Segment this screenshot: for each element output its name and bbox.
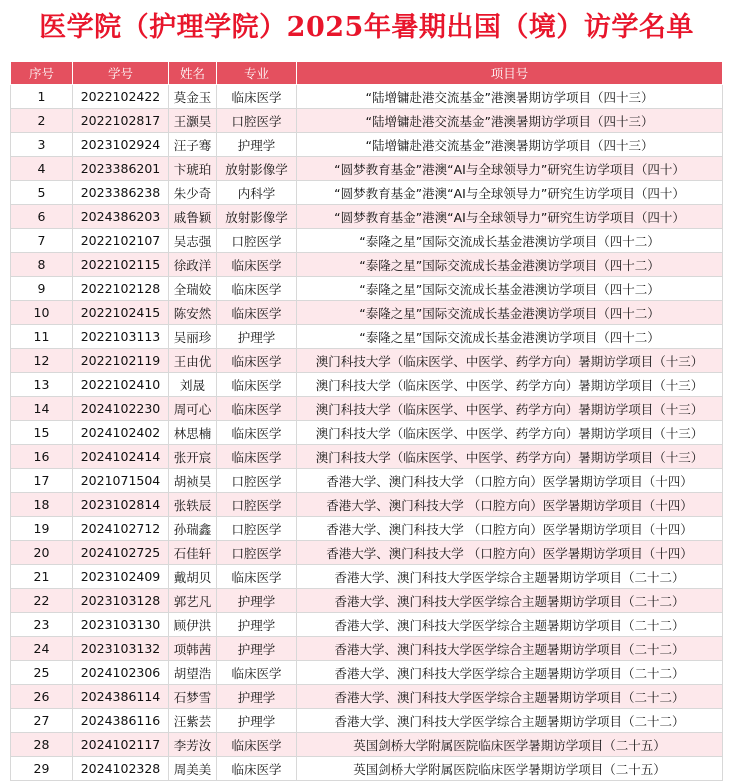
table-row [11,277,723,301]
cell-name: 吴丽珍 [169,325,217,349]
cell-major: 临床医学 [217,85,297,109]
cell-student-id: 2024102230 [73,397,169,421]
cell-major: 临床医学 [217,397,297,421]
cell-number: 22 [11,589,73,613]
cell-student-id: 2021071504 [73,469,169,493]
cell-major: 临床医学 [217,445,297,469]
cell-student-id: 2023102409 [73,565,169,589]
cell-name: 卞琥珀 [169,157,217,181]
table-row [11,157,723,181]
cell-major: 口腔医学 [217,109,297,133]
table-row [11,709,723,733]
cell-name: 顾伊洪 [169,613,217,637]
column-header-project: 项目号 [297,62,723,85]
column-header-major: 专业 [217,62,297,85]
cell-student-id: 2024102402 [73,421,169,445]
cell-student-id: 2024386114 [73,685,169,709]
cell-name: 汪紫芸 [169,709,217,733]
cell-name: 张轶辰 [169,493,217,517]
cell-major: 临床医学 [217,733,297,757]
cell-number: 2 [11,109,73,133]
cell-student-id: 2023103130 [73,613,169,637]
column-header-number: 序号 [11,62,73,85]
cell-project: 澳门科技大学（临床医学、中医学、药学方向）暑期访学项目（十三） [297,373,723,397]
table-row [11,325,723,349]
cell-project: “泰隆之星”国际交流成长基金港澳访学项目（四十二） [297,229,723,253]
cell-name: 周美美 [169,757,217,781]
cell-major: 内科学 [217,181,297,205]
cell-number: 26 [11,685,73,709]
cell-number: 10 [11,301,73,325]
cell-student-id: 2022102415 [73,301,169,325]
cell-student-id: 2024102328 [73,757,169,781]
cell-project: “泰隆之星”国际交流成长基金港澳访学项目（四十二） [297,325,723,349]
table-row [11,301,723,325]
cell-project: “陆增镛赴港交流基金”港澳暑期访学项目（四十三） [297,133,723,157]
cell-number: 18 [11,493,73,517]
cell-number: 20 [11,541,73,565]
cell-major: 临床医学 [217,277,297,301]
cell-number: 17 [11,469,73,493]
table-row [11,349,723,373]
cell-number: 25 [11,661,73,685]
table-row [11,757,723,781]
cell-number: 12 [11,349,73,373]
cell-major: 放射影像学 [217,205,297,229]
cell-name: 莫金玉 [169,85,217,109]
cell-name: 刘晟 [169,373,217,397]
cell-student-id: 2023386238 [73,181,169,205]
cell-project: “圆梦教育基金”港澳“AI与全球领导力”研究生访学项目（四十） [297,157,723,181]
cell-project: 香港大学、澳门科技大学医学综合主题暑期访学项目（二十二） [297,637,723,661]
cell-major: 护理学 [217,325,297,349]
cell-project: 香港大学、澳门科技大学 （口腔方向）医学暑期访学项目（十四） [297,517,723,541]
cell-major: 临床医学 [217,661,297,685]
table-row [11,421,723,445]
cell-student-id: 2022102119 [73,349,169,373]
cell-major: 临床医学 [217,253,297,277]
cell-number: 23 [11,613,73,637]
cell-student-id: 2022102115 [73,253,169,277]
cell-major: 口腔医学 [217,229,297,253]
cell-project: 香港大学、澳门科技大学 （口腔方向）医学暑期访学项目（十四） [297,469,723,493]
cell-number: 11 [11,325,73,349]
cell-name: 王灏昊 [169,109,217,133]
cell-number: 8 [11,253,73,277]
cell-number: 5 [11,181,73,205]
cell-number: 29 [11,757,73,781]
cell-project: “泰隆之星”国际交流成长基金港澳访学项目（四十二） [297,277,723,301]
cell-student-id: 2022102422 [73,85,169,109]
cell-name: 王由优 [169,349,217,373]
table-row [11,565,723,589]
cell-major: 临床医学 [217,301,297,325]
table-row [11,685,723,709]
table-row [11,109,723,133]
table-row [11,205,723,229]
cell-major: 临床医学 [217,565,297,589]
cell-project: 香港大学、澳门科技大学医学综合主题暑期访学项目（二十二） [297,661,723,685]
cell-project: 香港大学、澳门科技大学医学综合主题暑期访学项目（二十二） [297,565,723,589]
cell-name: 张开宸 [169,445,217,469]
cell-student-id: 2022102817 [73,109,169,133]
cell-student-id: 2022103113 [73,325,169,349]
table-row [11,661,723,685]
cell-student-id: 2024102414 [73,445,169,469]
cell-major: 放射影像学 [217,157,297,181]
cell-name: 孙瑞鑫 [169,517,217,541]
table-row [11,589,723,613]
cell-number: 14 [11,397,73,421]
cell-name: 石梦雪 [169,685,217,709]
table-row [11,469,723,493]
cell-major: 临床医学 [217,349,297,373]
table-row [11,229,723,253]
column-header-name: 姓名 [169,62,217,85]
cell-major: 临床医学 [217,421,297,445]
cell-number: 9 [11,277,73,301]
cell-name: 胡祯昊 [169,469,217,493]
cell-student-id: 2024386116 [73,709,169,733]
table-row [11,733,723,757]
cell-name: 朱少奇 [169,181,217,205]
cell-number: 21 [11,565,73,589]
cell-name: 石佳轩 [169,541,217,565]
cell-project: “泰隆之星”国际交流成长基金港澳访学项目（四十二） [297,253,723,277]
cell-name: 项韩茜 [169,637,217,661]
cell-project: “泰隆之星”国际交流成长基金港澳访学项目（四十二） [297,301,723,325]
cell-project: 香港大学、澳门科技大学医学综合主题暑期访学项目（二十二） [297,613,723,637]
table-row [11,493,723,517]
cell-project: 香港大学、澳门科技大学医学综合主题暑期访学项目（二十二） [297,709,723,733]
roster-table [10,61,723,781]
cell-major: 护理学 [217,685,297,709]
cell-name: 李芳汝 [169,733,217,757]
cell-number: 7 [11,229,73,253]
cell-project: “陆增镛赴港交流基金”港澳暑期访学项目（四十三） [297,85,723,109]
cell-project: 香港大学、澳门科技大学 （口腔方向）医学暑期访学项目（十四） [297,541,723,565]
cell-name: 汪子骞 [169,133,217,157]
table-row [11,181,723,205]
cell-number: 6 [11,205,73,229]
cell-project: 英国剑桥大学附属医院临床医学暑期访学项目（二十五） [297,757,723,781]
cell-name: 全瑞姣 [169,277,217,301]
cell-project: 香港大学、澳门科技大学医学综合主题暑期访学项目（二十二） [297,589,723,613]
cell-project: 澳门科技大学（临床医学、中医学、药学方向）暑期访学项目（十三） [297,397,723,421]
cell-student-id: 2023102924 [73,133,169,157]
cell-name: 戴胡贝 [169,565,217,589]
cell-number: 3 [11,133,73,157]
table-row [11,397,723,421]
cell-major: 护理学 [217,613,297,637]
cell-student-id: 2022102410 [73,373,169,397]
page-title: 医学院（护理学院）2025年暑期出国（境）访学名单 [39,12,694,43]
cell-student-id: 2023103128 [73,589,169,613]
cell-major: 临床医学 [217,373,297,397]
cell-project: 澳门科技大学（临床医学、中医学、药学方向）暑期访学项目（十三） [297,349,723,373]
cell-name: 周可心 [169,397,217,421]
cell-number: 1 [11,85,73,109]
cell-major: 护理学 [217,133,297,157]
cell-student-id: 2024102117 [73,733,169,757]
cell-student-id: 2022102128 [73,277,169,301]
cell-number: 24 [11,637,73,661]
cell-project: 澳门科技大学（临床医学、中医学、药学方向）暑期访学项目（十三） [297,445,723,469]
table-body [11,85,723,781]
cell-major: 口腔医学 [217,541,297,565]
table-row [11,253,723,277]
cell-major: 护理学 [217,637,297,661]
table-row [11,637,723,661]
cell-major: 口腔医学 [217,517,297,541]
cell-student-id: 2024386203 [73,205,169,229]
cell-name: 陈安然 [169,301,217,325]
cell-student-id: 2024102306 [73,661,169,685]
table-row [11,133,723,157]
cell-student-id: 2024102725 [73,541,169,565]
cell-name: 林思楠 [169,421,217,445]
cell-major: 护理学 [217,709,297,733]
cell-student-id: 2024102712 [73,517,169,541]
cell-major: 口腔医学 [217,469,297,493]
cell-student-id: 2022102107 [73,229,169,253]
cell-student-id: 2023103132 [73,637,169,661]
cell-name: 徐政洋 [169,253,217,277]
table-row [11,85,723,109]
cell-number: 28 [11,733,73,757]
cell-number: 19 [11,517,73,541]
table-header-row [11,62,723,85]
cell-name: 吴志强 [169,229,217,253]
cell-major: 口腔医学 [217,493,297,517]
cell-number: 13 [11,373,73,397]
cell-major: 护理学 [217,589,297,613]
cell-major: 临床医学 [217,757,297,781]
cell-number: 27 [11,709,73,733]
cell-project: “圆梦教育基金”港澳“AI与全球领导力”研究生访学项目（四十） [297,181,723,205]
cell-name: 郭艺凡 [169,589,217,613]
table-row [11,541,723,565]
cell-project: 英国剑桥大学附属医院临床医学暑期访学项目（二十五） [297,733,723,757]
cell-student-id: 2023386201 [73,157,169,181]
column-header-student-id: 学号 [73,62,169,85]
cell-number: 15 [11,421,73,445]
cell-name: 胡望浩 [169,661,217,685]
cell-project: “圆梦教育基金”港澳“AI与全球领导力”研究生访学项目（四十） [297,205,723,229]
cell-project: 香港大学、澳门科技大学 （口腔方向）医学暑期访学项目（十四） [297,493,723,517]
table-row [11,373,723,397]
cell-project: 澳门科技大学（临床医学、中医学、药学方向）暑期访学项目（十三） [297,421,723,445]
cell-project: 香港大学、澳门科技大学医学综合主题暑期访学项目（二十二） [297,685,723,709]
table-row [11,517,723,541]
table-row [11,445,723,469]
table-row [11,613,723,637]
cell-number: 4 [11,157,73,181]
cell-student-id: 2023102814 [73,493,169,517]
cell-name: 戚鲁颖 [169,205,217,229]
cell-project: “陆增镛赴港交流基金”港澳暑期访学项目（四十三） [297,109,723,133]
cell-number: 16 [11,445,73,469]
